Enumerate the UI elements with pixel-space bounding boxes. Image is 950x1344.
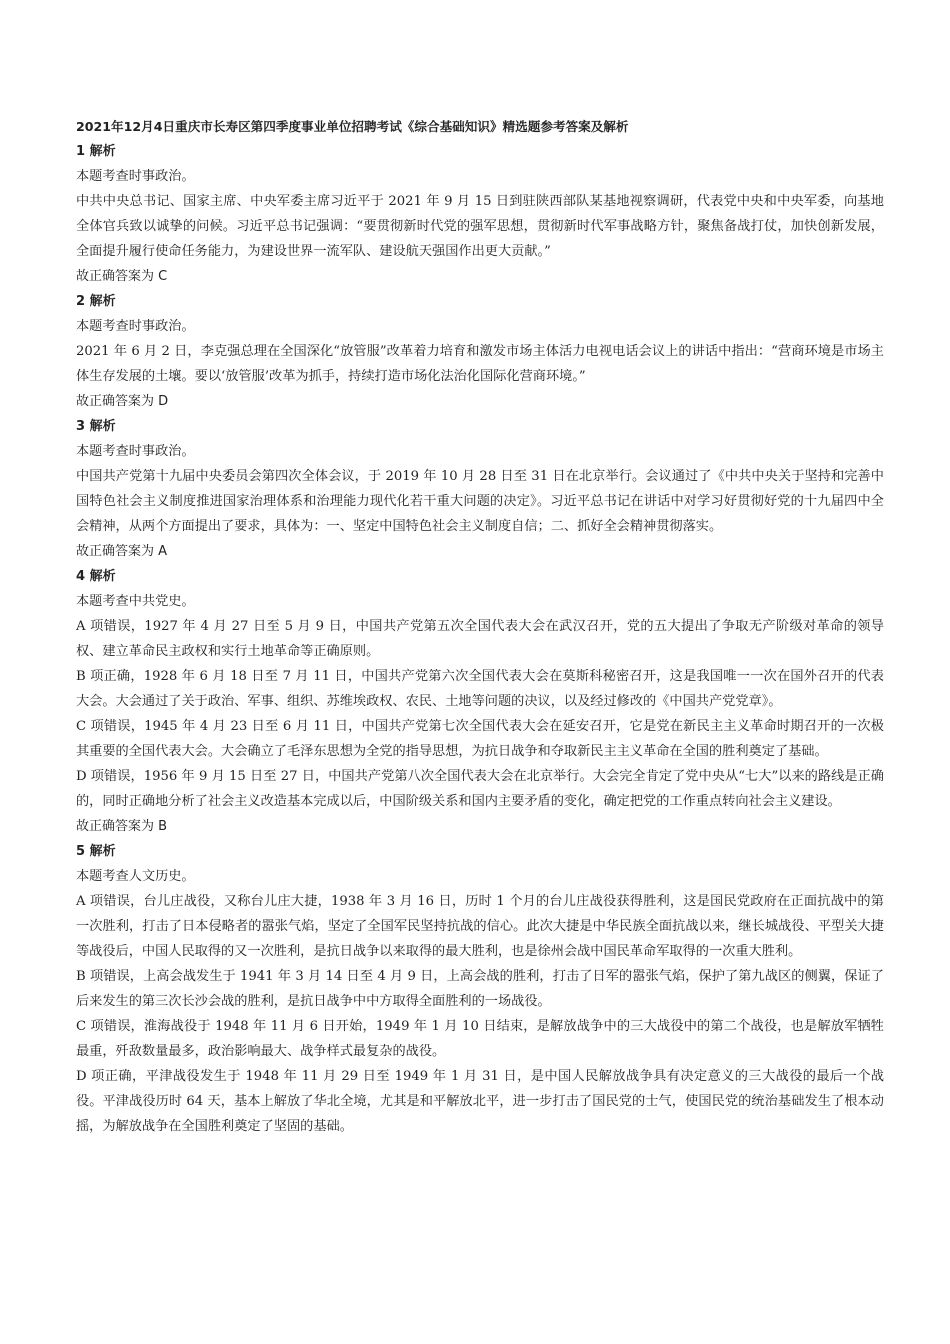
option-c-paragraph: C 项错误，1945 年 4 月 23 日至 6 月 11 日，中国共产党第七次全国代表大会在延安召开，它是党在新民主主义革命时期召开的一次极其重要的全国代表大会。大会确立了毛泽东思想为全党的指导思想，为抗日战争和夺取新民主主义革命在全国的胜利奠定了基础。 xyxy=(76,719,884,759)
question-heading: 3 解析 xyxy=(76,419,116,434)
option-c-paragraph: C 项错误，淮海战役于 1948 年 11 月 6 日开始，1949 年 1 月 10 日结束，是解放战争中的三大战役中的第二个战役，也是解放军牺牲最重，歼敌数量最多，政治影响最大、战争样式最复杂的战役。 xyxy=(76,1019,884,1059)
question-heading: 2 解析 xyxy=(76,294,116,309)
topic-line: 本题考查时事政治。 xyxy=(76,169,195,184)
topic-line: 本题考查时事政治。 xyxy=(76,444,195,459)
question-heading: 5 解析 xyxy=(76,844,116,859)
answer-line: 故正确答案为 B xyxy=(76,819,168,834)
document-title: 2021年12月4日重庆市长寿区第四季度事业单位招聘考试《综合基础知识》精选题参考答案及解析 xyxy=(76,119,629,134)
option-b-paragraph: B 项正确，1928 年 6 月 18 日至 7 月 11 日，中国共产党第六次全国代表大会在莫斯科秘密召开，这是我国唯一一次在国外召开的代表大会。大会通过了关于政治、军事、组织、苏维埃政权、农民、土地等问题的决议，以及经过修改的《中国共产党党章》。 xyxy=(76,669,884,709)
option-a-paragraph: A 项错误，台儿庄战役，又称台儿庄大捷，1938 年 3 月 16 日，历时 1 个月的台儿庄战役获得胜利，这是国民党政府在正面抗战中的第一次胜利，打击了日本侵略者的嚣张气焰，坚定了全国军民坚持抗战的信心。此次大捷是中华民族全面抗战以来，继长城战役、平型关大捷等战役后，中国人民取得的又一次胜利，是抗日战争以来取得的最大胜利，也是徐州会战中国民革命军取得的一次重大胜利。 xyxy=(76,894,884,959)
option-d-paragraph: D 项错误，1956 年 9 月 15 日至 27 日，中国共产党第八次全国代表大会在北京举行。大会完全肯定了党中央从“七大”以来的路线是正确的，同时正确地分析了社会主义改造基本完成以后，中国阶级关系和国内主要矛盾的变化，确定把党的工作重点转向社会主义建设。 xyxy=(76,769,884,809)
question-1-analysis xyxy=(76,139,884,289)
document-page xyxy=(76,114,884,1139)
topic-line: 本题考查人文历史。 xyxy=(76,869,195,884)
analysis-paragraph: 中国共产党第十九届中央委员会第四次全体会议，于 2019 年 10 月 28 日至 31 日在北京举行。会议通过了《中共中央关于坚持和完善中国特色社会主义制度推进国家治理体系和治理能力现代化若干重大问题的决定》。习近平总书记在讲话中对学习好贯彻好党的十九届四中全会精神，从两个方面提出了要求，具体为：一、坚定中国特色社会主义制度自信；二、抓好全会精神贯彻落实。 xyxy=(76,469,884,534)
question-5-analysis xyxy=(76,839,884,1139)
option-a-paragraph: A 项错误，1927 年 4 月 27 日至 5 月 9 日，中国共产党第五次全国代表大会在武汉召开，党的五大提出了争取无产阶级对革命的领导权、建立革命民主政权和实行土地革命等正确原则。 xyxy=(76,619,884,659)
topic-line: 本题考查时事政治。 xyxy=(76,319,195,334)
answer-line: 故正确答案为 D xyxy=(76,394,169,409)
question-2-analysis xyxy=(76,289,884,414)
analysis-paragraph: 中共中央总书记、国家主席、中央军委主席习近平于 2021 年 9 月 15 日到驻陕西部队某基地视察调研，代表党中央和中央军委，向基地全体官兵致以诚挚的问候。习近平总书记强调：“要贯彻新时代党的强军思想，贯彻新时代军事战略方针，聚焦备战打仗，加快创新发展，全面提升履行使命任务能力，为建设世界一流军队、建设航天强国作出更大贡献。” xyxy=(76,194,884,259)
answer-line: 故正确答案为 A xyxy=(76,544,168,559)
question-3-analysis xyxy=(76,414,884,564)
option-b-paragraph: B 项错误，上高会战发生于 1941 年 3 月 14 日至 4 月 9 日，上高会战的胜利，打击了日军的嚣张气焰，保护了第九战区的侧翼，保证了后来发生的第三次长沙会战的胜利，是抗日战争中中方取得全面胜利的一场战役。 xyxy=(76,969,884,1009)
topic-line: 本题考查中共党史。 xyxy=(76,594,195,609)
question-4-analysis xyxy=(76,564,884,839)
option-d-paragraph: D 项正确，平津战役发生于 1948 年 11 月 29 日至 1949 年 1 月 31 日，是中国人民解放战争具有决定意义的三大战役的最后一个战役。平津战役历时 64 天，基本上解放了华北全境，尤其是和平解放北平，进一步打击了国民党的士气，使国民党的统治基础发生了根本动摇，为解放战争在全国胜利奠定了坚固的基础。 xyxy=(76,1069,884,1134)
answer-line: 故正确答案为 C xyxy=(76,269,168,284)
question-heading: 4 解析 xyxy=(76,569,116,584)
question-heading: 1 解析 xyxy=(76,144,116,159)
analysis-paragraph: 2021 年 6 月 2 日，李克强总理在全国深化“放管服”改革着力培育和激发市场主体活力电视电话会议上的讲话中指出：“营商环境是市场主体生存发展的土壤。要以‘放管服’改革为抓手，持续打造市场化法治化国际化营商环境。” xyxy=(76,344,884,384)
